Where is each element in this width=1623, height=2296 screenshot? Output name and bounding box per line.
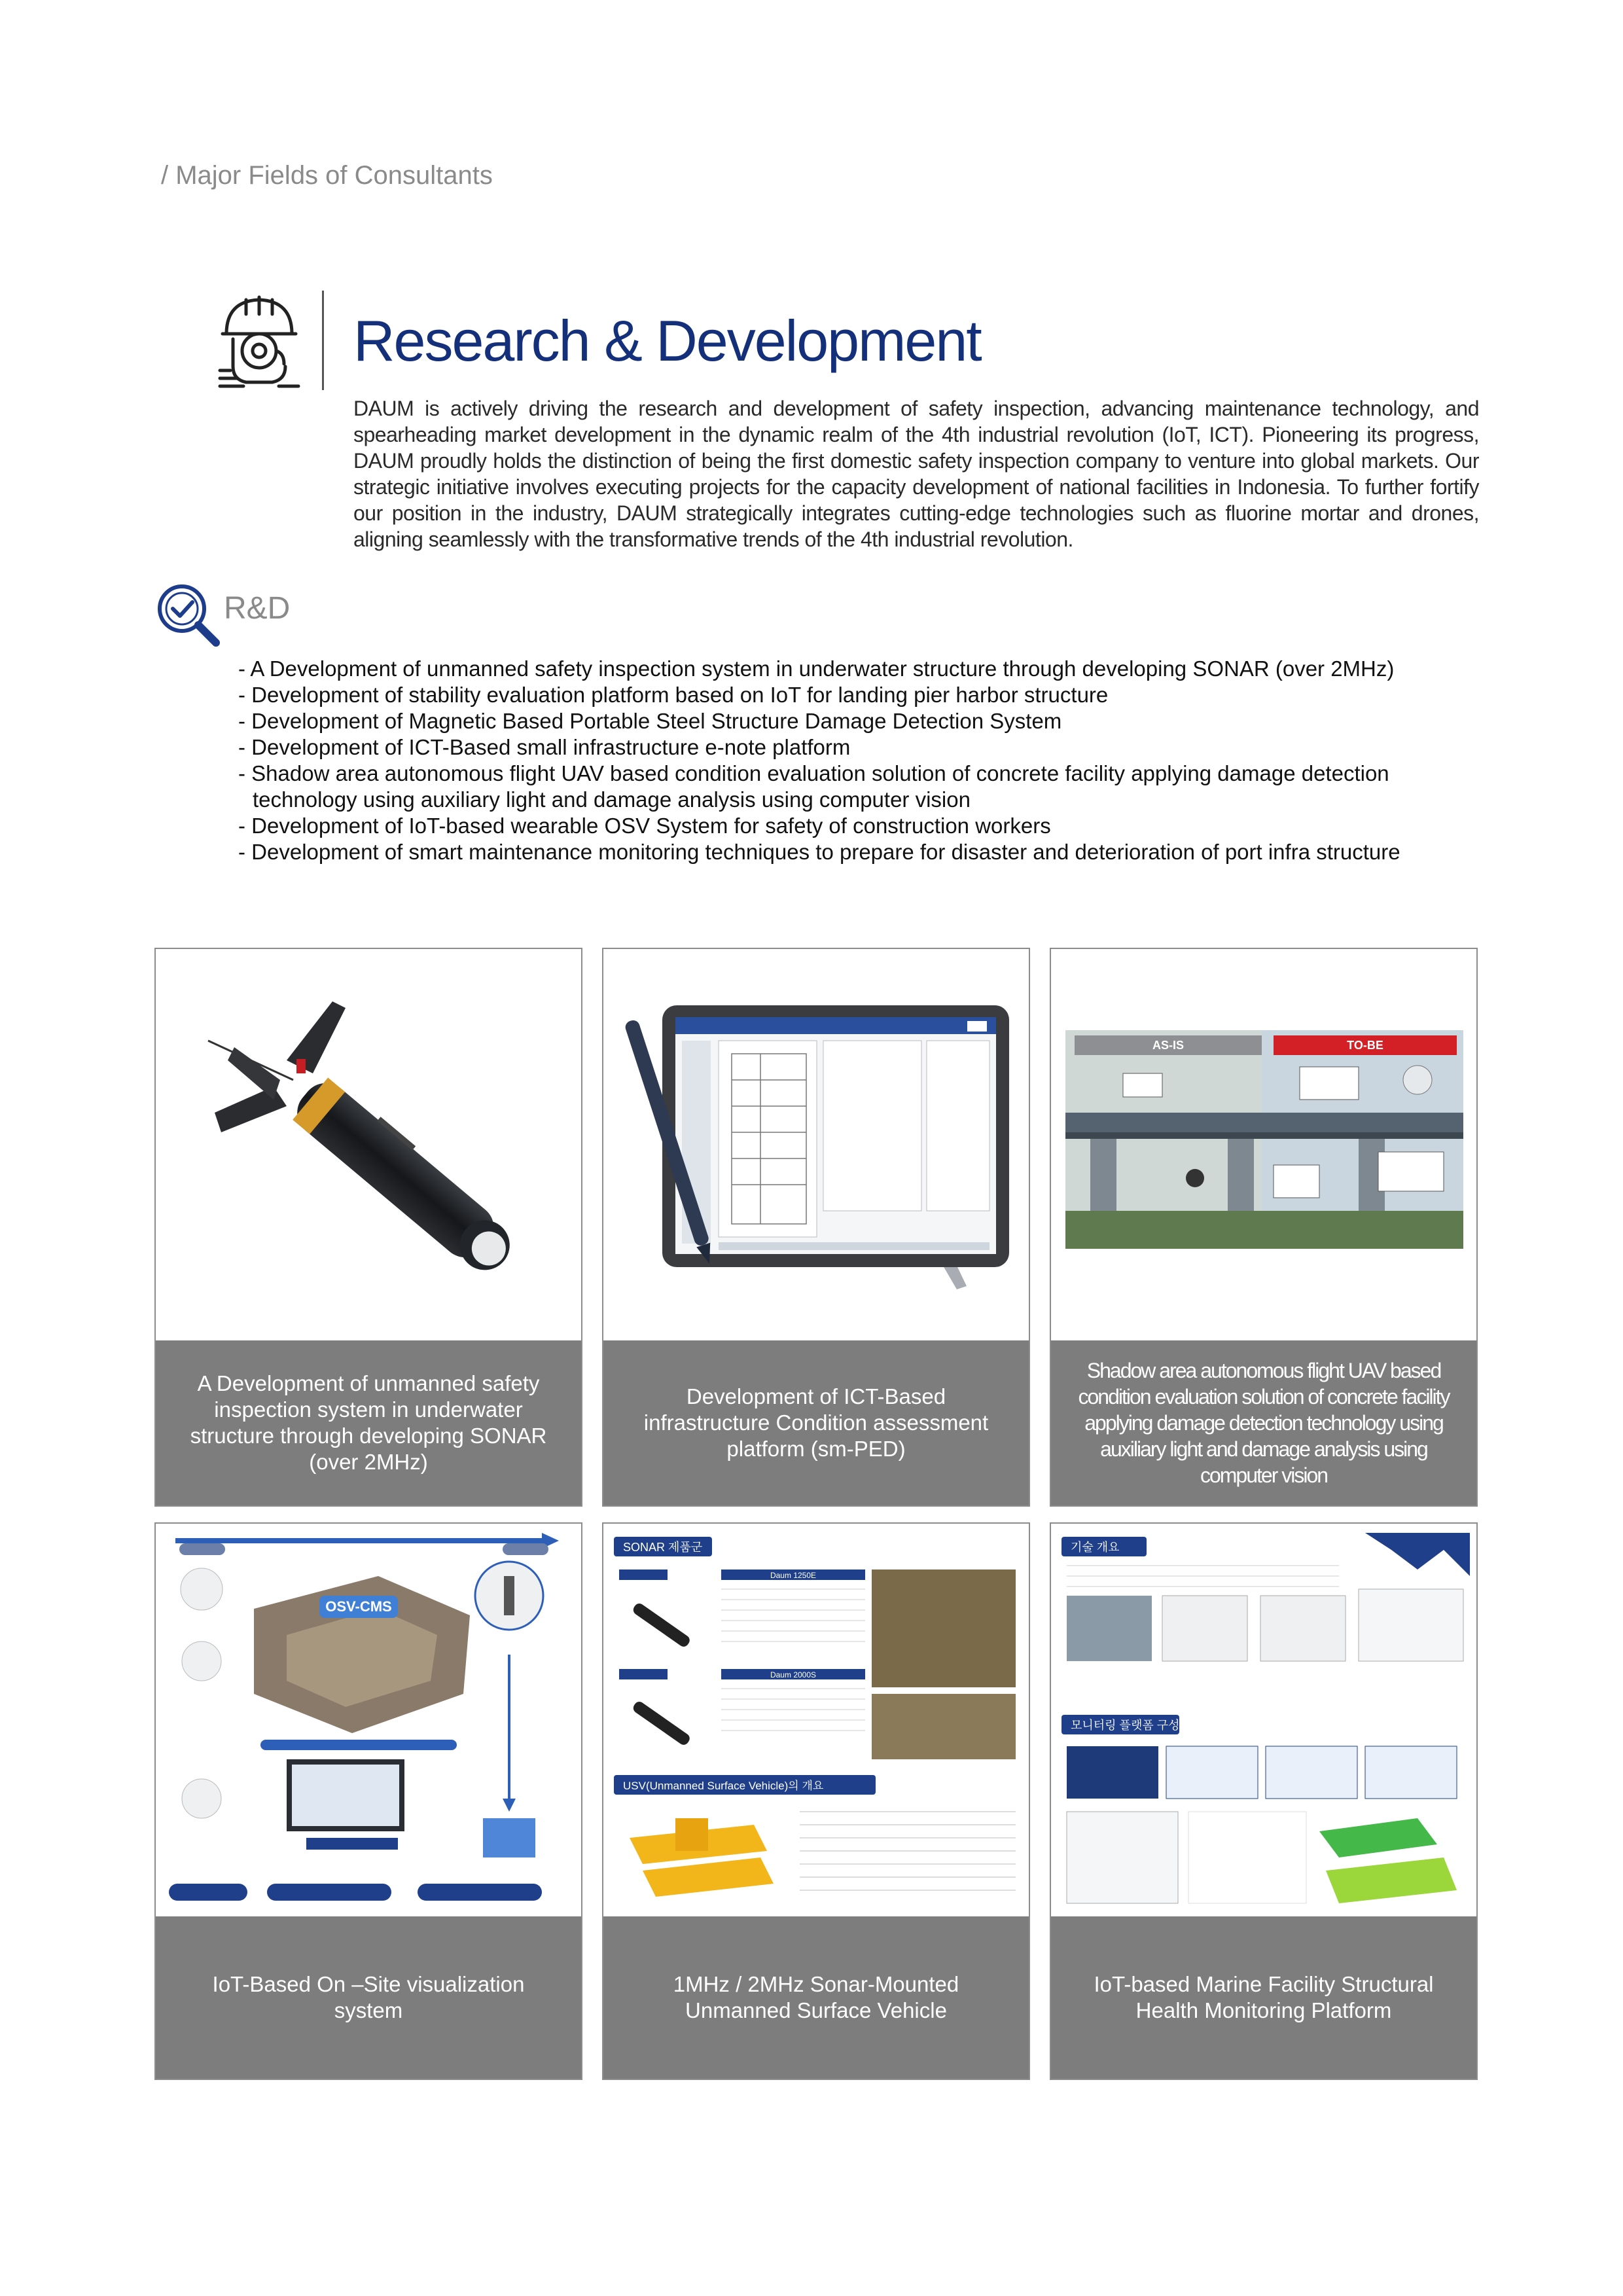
as-is-label: AS-IS [1152, 1039, 1185, 1052]
intro-paragraph: DAUM is actively driving the research and development of safety inspection, advancing maintenance technology, and spearheading market development in the dynamic realm of the 4th industrial revolution (IoT, ICT). Pioneering its progress, DAUM proudly holds the distinction of being the first domestic safety inspection company to venture into global markets. Our strategic initiative involves executing projects for the capacity development of national facilities in Indonesia. To further fortify our position in the industry, DAUM strategically integrates cutting-edge technologies such as fluorine mortar and drones, aligning seamlessly with the transformative trends of the 4th industrial revolution. [353, 397, 1479, 551]
uav-as-is-to-be-image [1051, 949, 1476, 1342]
card-monitoring-platform [1050, 1522, 1478, 2080]
sonar-device-image [156, 949, 581, 1342]
tablet-platform-image [603, 949, 1029, 1342]
rd-list [238, 656, 1482, 865]
to-be-label: TO-BE [1347, 1039, 1383, 1052]
list-item: - Development of Magnetic Based Portable Steel Structure Damage Detection System [238, 709, 1062, 733]
platform-heading: 모니터링 플랫폼 구성 [1071, 1719, 1180, 1732]
magnifier-check-icon [152, 579, 223, 649]
list-item: - Development of IoT-based wearable OSV System for safety of construction workers [238, 814, 1051, 838]
list-item: - Shadow area autonomous flight UAV based condition evaluation solution of concrete facility applying damage detection technology using auxiliary light and damage analysis using computer vision [238, 761, 1389, 812]
title-divider [322, 291, 324, 390]
card-sonar-development [154, 948, 582, 1507]
page-title: Research & Development [353, 308, 981, 373]
card-caption: IoT-based Marine Facility Structural Health Monitoring Platform [1051, 1916, 1476, 2079]
card-caption: IoT-Based On –Site visualization system [156, 1916, 581, 2079]
list-item: - Development of smart maintenance monitoring techniques to prepare for disaster and deterioration of port infra structure [238, 840, 1400, 864]
card-uav-solution [1050, 948, 1478, 1507]
card-caption: A Development of unmanned safety inspection system in underwater structure through developing SONAR (over 2MHz) [156, 1340, 581, 1505]
card-osv-system [154, 1522, 582, 2080]
monitoring-platform-image [1051, 1524, 1476, 1916]
rd-label: R&D [224, 591, 291, 626]
sonar-sheet-heading: SONAR 제품군 [623, 1541, 703, 1554]
card-caption: Shadow area autonomous flight UAV based condition evaluation solution of concrete facility applying damage detection technology using auxiliary light and damage analysis using computer vision [1051, 1340, 1476, 1505]
list-item: - A Development of unmanned safety inspection system in underwater structure through developing SONAR (over 2MHz) [238, 656, 1395, 681]
tech-overview-heading: 기술 개요 [1071, 1541, 1120, 1554]
sonar-model-2: Daum 2000S [770, 1670, 817, 1679]
list-item: - Development of ICT-Based small infrastructure e-note platform [238, 735, 851, 759]
card-caption: 1MHz / 2MHz Sonar-Mounted Unmanned Surface Vehicle [603, 1916, 1029, 2079]
engineer-headset-icon [207, 288, 312, 393]
sonar-model-1: Daum 1250E [770, 1571, 817, 1580]
card-caption: Development of ICT-Based infrastructure Condition assessment platform (sm-PED) [603, 1340, 1029, 1505]
card-sonar-usv [602, 1522, 1030, 2080]
card-ict-platform [602, 948, 1030, 1507]
breadcrumb: / Major Fields of Consultants [161, 161, 493, 190]
list-item: - Development of stability evaluation platform based on IoT for landing pier harbor structure [238, 683, 1109, 707]
usv-heading: USV(Unmanned Surface Vehicle)의 개요 [623, 1780, 824, 1792]
sonar-usv-sheet-image [603, 1524, 1029, 1916]
osv-cms-badge: OSV-CMS [325, 1598, 392, 1615]
osv-cms-diagram-image [156, 1524, 581, 1916]
